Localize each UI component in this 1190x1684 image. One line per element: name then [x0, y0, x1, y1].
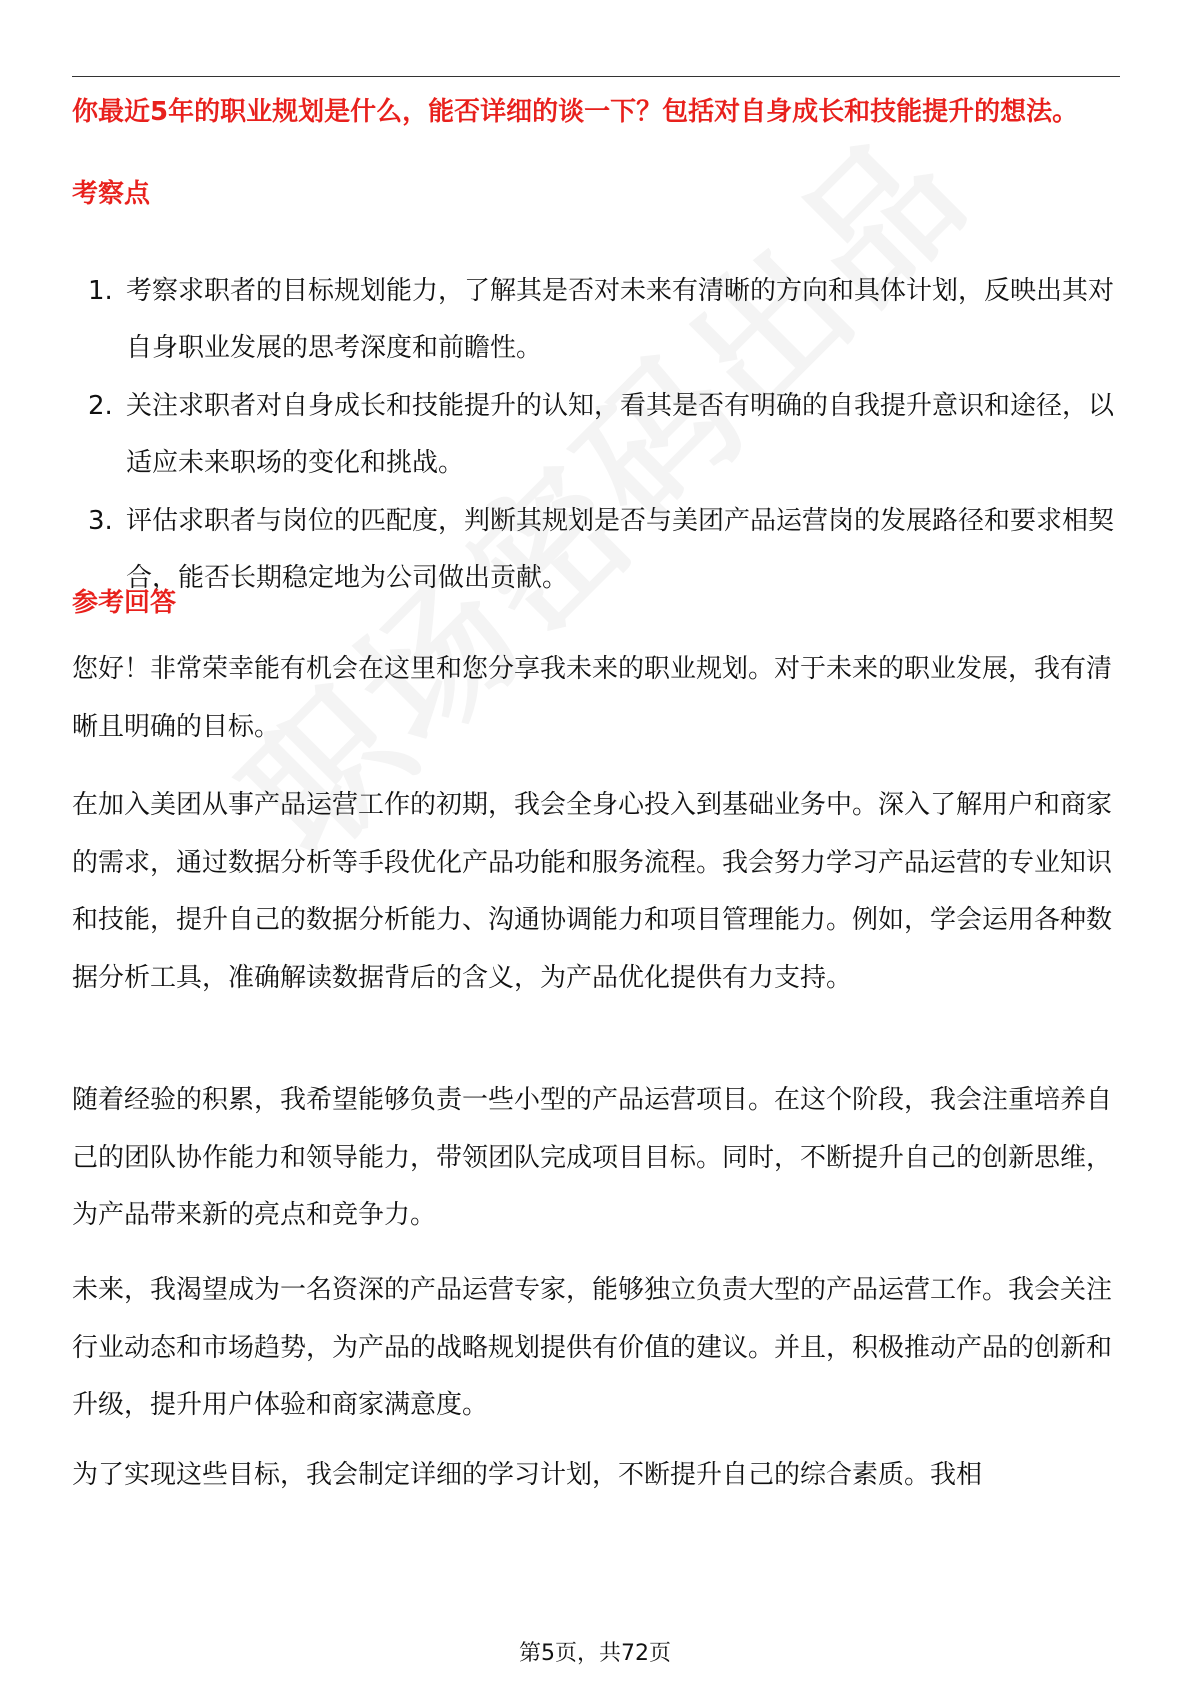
- answer-paragraph: 您好！非常荣幸能有机会在这里和您分享我未来的职业规划。对于未来的职业发展，我有清晰且明确的目标。: [72, 654, 1113, 742]
- point-number: 2.: [88, 391, 113, 421]
- point-text: 考察求职者的目标规划能力，了解其是否对未来有清晰的方向和具体计划，反映出其对自身职业发展的思考深度和前瞻性。: [126, 276, 1115, 363]
- top-rule: [72, 76, 1120, 77]
- page-footer: 第5页，共72页: [519, 1641, 671, 1666]
- answer-heading: 参考回答: [72, 588, 177, 618]
- question-heading: 你最近5年的职业规划是什么，能否详细的谈一下？包括对自身成长和技能提升的想法。: [72, 97, 1079, 127]
- answer-paragraph: 未来，我渴望成为一名资深的产品运营专家，能够独立负责大型的产品运营工作。我会关注行业动态和市场趋势，为产品的战略规划提供有价值的建议。并且，积极推动产品的创新和升级，提升用户体验和商家满意度。: [72, 1275, 1113, 1420]
- point-text: 关注求职者对自身成长和技能提升的认知，看其是否有明确的自我提升意识和途径，以适应未来职场的变化和挑战。: [126, 391, 1115, 478]
- answer-paragraph: 在加入美团从事产品运营工作的初期，我会全身心投入到基础业务中。深入了解用户和商家的需求，通过数据分析等手段优化产品功能和服务流程。我会努力学习产品运营的专业知识和技能，提升自己的数据分析能力、沟通协调能力和项目管理能力。例如，学会运用各种数据分析工具，准确解读数据背后的含义，为产品优化提供有力支持。: [72, 790, 1113, 993]
- assessment-heading: 考察点: [72, 179, 151, 209]
- answer-paragraph: 为了实现这些目标，我会制定详细的学习计划，不断提升自己的综合素质。我相: [72, 1460, 983, 1490]
- point-number: 3.: [88, 506, 113, 536]
- point-text: 评估求职者与岗位的匹配度，判断其规划是否与美团产品运营岗的发展路径和要求相契合，能否长期稳定地为公司做出贡献。: [126, 506, 1115, 593]
- assessment-point: [72, 493, 1122, 607]
- point-number: 1.: [88, 276, 113, 306]
- assessment-list: [72, 263, 1122, 608]
- assessment-point: [72, 263, 1122, 377]
- answer-paragraph: 随着经验的积累，我希望能够负责一些小型的产品运营项目。在这个阶段，我会注重培养自己的团队协作能力和领导能力，带领团队完成项目目标。同时，不断提升自己的创新思维，为产品带来新的亮点和竞争力。: [72, 1085, 1113, 1230]
- assessment-point: [72, 378, 1122, 492]
